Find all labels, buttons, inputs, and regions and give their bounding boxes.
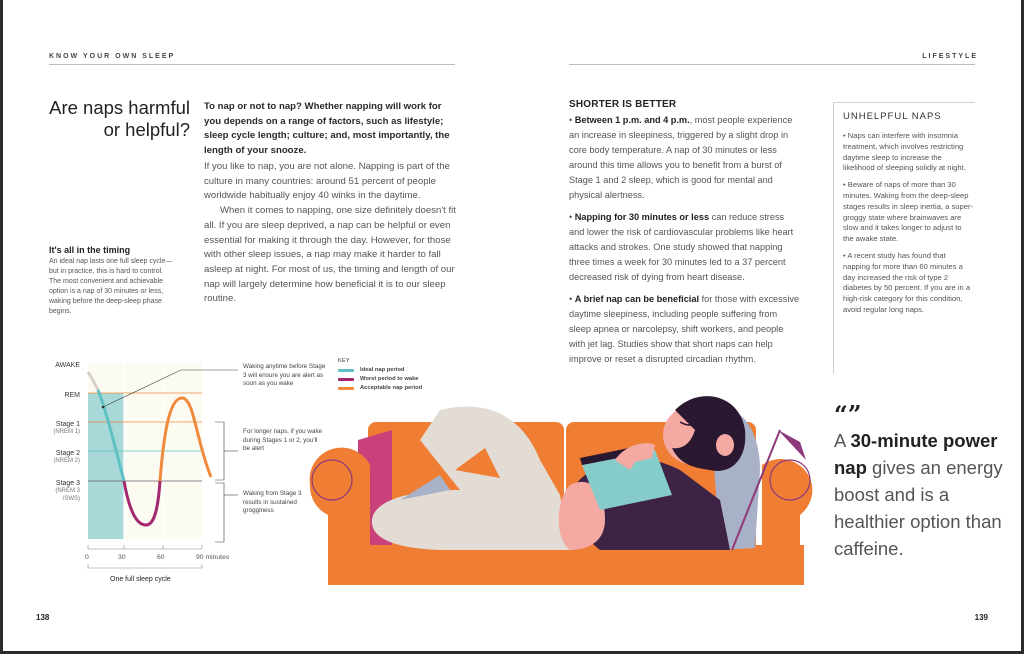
shorter-is-better-list [569, 113, 801, 374]
body-text [204, 160, 456, 307]
y-label-stage3: Stage 3 (NREM 3 /SWS) [55, 480, 80, 502]
unhelpful-naps-sidebar [833, 102, 975, 374]
x-axis-caption: One full sleep cycle [110, 576, 171, 583]
y-label-rem: REM [64, 392, 80, 399]
body-paragraph-2: When it comes to napping, one size definitely doesn't fit all. If you are sleep deprived, a nap can be helpful or even essential for making it through the day. However, for those with other sleep issues, a nap may make it harder to fall asleep at night. For most of us, the timing and length of our nap will largely determine how beneficial it is to our sleep routine. [204, 205, 456, 305]
x-tick-90: 90 minutes [196, 554, 230, 561]
page-number-right: 139 [974, 613, 988, 622]
sofa-illustration-graphic [300, 370, 820, 590]
timing-callout [49, 245, 174, 317]
running-head-left: KNOW YOUR OWN SLEEP [49, 53, 176, 60]
napping-man-illustration [300, 370, 820, 590]
annotation-alert: Waking anytime before Stage 3 will ensure you are alert as soon as you wake [243, 363, 326, 388]
running-head-right: LIFESTYLE [922, 53, 978, 60]
body-paragraph-1: If you like to nap, you are not alone. Napping is part of the culture in many countries: around 51 percent of people worldwide habitually enjoy 40 winks in the daytime. [204, 161, 450, 202]
y-label-awake: AWAKE [55, 362, 80, 369]
intro-paragraph: To nap or not to nap? Whether napping will work for you depends on a range of factors, such as lifestyle; sleep cycle length; culture; and, most importantly, the length of your snooze. [204, 101, 450, 157]
sidebar-item: • Beware of naps of more than 30 minutes. Waking from the deep-sleep stages results in sleep inertia, a super-groggy state where brainwaves are slow and it takes longer to adjust to the awake state. [843, 180, 974, 244]
y-label-stage2: Stage 2 (NREM 2) [53, 450, 80, 464]
title-line-2: or helpful? [103, 119, 190, 140]
annotation-grogginess: Waking from Stage 3 results in sustained grogginess [243, 490, 302, 515]
header-rule-left [49, 64, 455, 65]
pull-quote [834, 400, 1014, 562]
page-number-left: 138 [36, 613, 50, 622]
page-title [40, 97, 190, 141]
sidebar-item: • Naps can interfere with insomnia treatment, which involves restricting daytime sleep to increase the likelihood of sleeping solidly at night. [843, 131, 966, 173]
y-label-stage1: Stage 1 (NREM 1) [53, 421, 80, 435]
timing-heading: It's all in the timing [49, 245, 131, 255]
legend-item-ideal: Ideal nap period [338, 367, 422, 373]
quote-marks-icon: “” [834, 400, 862, 429]
timing-text: An ideal nap lasts one full sleep cycle—but in practice, this is hard to control. The most convenient and achievable option is a nap of 30 minutes or less, waking before the deep-sleep phase begins. [49, 258, 173, 315]
list-item: • A brief nap can be beneficial for those with excessive daytime sleepiness, including people suffering from sleep apnea or narcolepsy, shift workers, and people with jet lag. Studies show that short naps can help improve or reset a disrupted circadian rhythm. [569, 294, 800, 364]
sleep-cycle-chart [20, 350, 340, 600]
x-tick-30: 30 [118, 554, 126, 561]
section-heading: SHORTER IS BETTER [569, 99, 677, 110]
x-tick-0: 0 [85, 554, 89, 561]
quote-text: A 30-minute power nap gives an energy boost and is a healthier option than caffeine. [834, 430, 1003, 559]
legend-item-worst: Worst period to wake [338, 376, 422, 382]
x-tick-60: 60 [157, 554, 165, 561]
header-rule-right [569, 64, 975, 65]
title-line-1: Are naps harmful [49, 97, 190, 118]
list-item: • Between 1 p.m. and 4 p.m., most people experience an increase in sleepiness, triggered by a slight drop in core body temperature. A nap of 30 minutes or less around this time allows you to benefit from a burst of Stage 1 and 2 sleep, which is good for mental and physical alertness. [569, 115, 793, 200]
legend-title: KEY [338, 358, 350, 364]
sidebar-item: • A recent study has found that napping for more than 60 minutes a day increased the risk of type 2 diabetes by 50 percent. If you are in a high-risk category for this condition, avoid regular long naps. [843, 250, 971, 314]
annotation-longer-naps: For longer naps, if you wake during Stages 1 or 2, you'll be alert [243, 428, 323, 453]
sidebar-heading: UNHELPFUL NAPS [843, 111, 942, 122]
legend-item-acceptable: Acceptable nap period [338, 385, 422, 391]
list-item: • Napping for 30 minutes or less can reduce stress and lower the risk of cardiovascular problems like heart attacks and strokes. One study showed that napping three times a week for 30 minutes led to a 37 percent decreased risk of dying from heart disease. [569, 212, 794, 282]
